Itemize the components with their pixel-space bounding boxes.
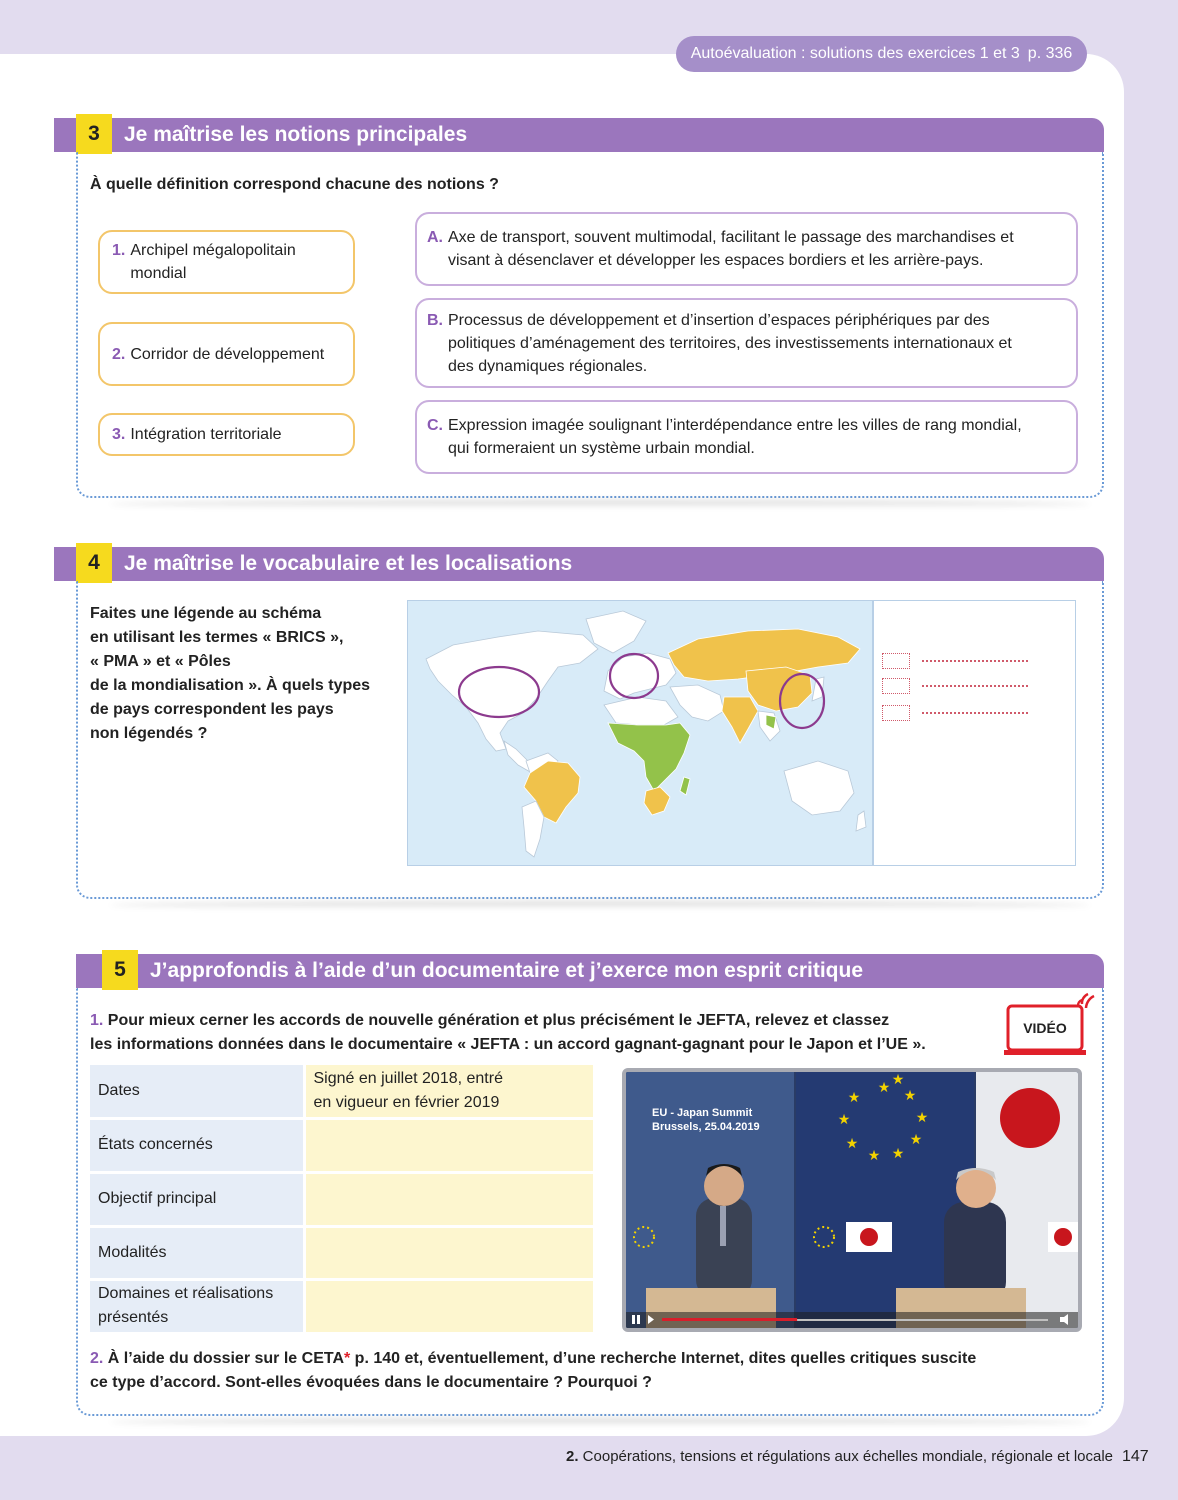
legend-answer-line-2	[922, 685, 1028, 687]
definition-b-letter: B.	[427, 311, 443, 329]
autoevaluation-label: Autoévaluation : solutions des exercices 1 et 3	[690, 45, 1020, 62]
row-label-domaines	[90, 1279, 304, 1333]
exercise-4-instruction	[90, 602, 370, 746]
legend-row-1[interactable]	[882, 653, 1028, 669]
definition-a-line-1: Axe de transport, souvent multimodal, facilitant le passage des marchandises et	[448, 229, 1014, 246]
definition-b-line-3: des dynamiques régionales.	[448, 357, 648, 375]
svg-text:★: ★	[845, 1135, 859, 1151]
notion-3-number: 3.	[112, 426, 126, 443]
japan-flag-circle	[1000, 1088, 1060, 1148]
row-value-etats[interactable]	[304, 1118, 593, 1172]
exercise-4-header	[54, 547, 1104, 581]
row-label-modalites: Modalités	[90, 1226, 304, 1279]
definition-a-line-2: visant à désenclaver et développer les espaces bordiers et les arrière-pays.	[448, 252, 984, 269]
exercise-5-question-1	[90, 1009, 926, 1057]
table-row	[90, 1118, 593, 1172]
instruction-line-6: non légendés ?	[90, 725, 208, 742]
row-value-dates[interactable]	[304, 1065, 593, 1118]
map-legend-blank	[873, 600, 1076, 866]
footer-chapter-text: Coopérations, tensions et régulations aux échelles mondiale, régionale et locale	[578, 1448, 1114, 1465]
notion-2-number: 2.	[112, 345, 126, 363]
legend-answer-line-1	[922, 660, 1028, 662]
exercise-5-question-2	[90, 1347, 976, 1395]
legend-swatch-1	[882, 653, 910, 669]
video-progress-fill	[662, 1318, 797, 1321]
exercise-3-shadow	[110, 500, 1090, 508]
svg-text:★: ★	[847, 1089, 861, 1105]
q2-line-1a: À l’aide du dossier sur le CETA	[107, 1350, 344, 1367]
row-value-modalites[interactable]	[304, 1226, 593, 1279]
jefta-table	[90, 1065, 593, 1335]
domaines-label-line-2: présentés	[98, 1309, 169, 1326]
svg-text:★: ★	[915, 1109, 929, 1125]
video-caption-line-1: EU - Japan Summit	[652, 1107, 753, 1119]
notion-1[interactable]	[98, 230, 355, 294]
svg-text:★: ★	[837, 1111, 851, 1127]
page-number: 147	[1122, 1448, 1149, 1465]
definition-c-line-2: qui formeraient un système urbain mondial.	[448, 440, 755, 457]
exercise-5-shadow	[110, 1418, 1090, 1426]
instruction-line-1: Faites une légende au schéma	[90, 605, 322, 622]
land-australia	[784, 761, 854, 815]
row-value-domaines[interactable]	[304, 1279, 593, 1333]
dates-value-line-1: Signé en juillet 2018, entré	[313, 1069, 503, 1087]
instruction-line-3: « PMA » et « Pôles	[90, 653, 231, 670]
exercise-3-header	[54, 118, 1104, 152]
legend-answer-line-3	[922, 712, 1028, 714]
legend-swatch-2	[882, 678, 910, 694]
notion-1-number: 1.	[112, 242, 126, 259]
definition-a-letter: A.	[427, 229, 443, 246]
definition-c-letter: C.	[427, 417, 443, 434]
definition-b-line-2: politiques d’aménagement des territoires, des investissements internationaux et	[448, 334, 1012, 352]
svg-text:★: ★	[867, 1147, 881, 1163]
land-europe	[604, 653, 676, 699]
footer-chapter	[566, 1448, 1113, 1465]
pma-africa	[608, 723, 690, 791]
legend-row-2[interactable]	[882, 678, 1028, 694]
svg-text:★: ★	[891, 1145, 905, 1161]
brics-south-africa	[644, 787, 670, 815]
notion-2[interactable]	[98, 322, 355, 386]
video-caption-line-2: Brussels, 25.04.2019	[652, 1121, 760, 1133]
video-icon[interactable]	[1002, 990, 1096, 1060]
notion-2-label: Corridor de développement	[130, 345, 325, 363]
exercise-3-number: 3	[76, 114, 112, 154]
exercise-3-question: À quelle définition correspond chacune des notions ?	[90, 176, 499, 193]
svg-text:★: ★	[891, 1072, 905, 1087]
instruction-line-4: de la mondialisation ». À quels types	[90, 677, 371, 694]
exercise-5-header	[76, 954, 1104, 988]
brics-india	[722, 697, 758, 743]
exercise-4-number: 4	[76, 543, 112, 583]
row-label-etats: États concernés	[90, 1118, 304, 1172]
legend-swatch-3	[882, 705, 910, 721]
q1-line-2: les informations données dans le documentaire « JEFTA : un accord gagnant-gagnant pour le Japon et l’UE ».	[90, 1036, 926, 1053]
video-caption	[652, 1106, 760, 1134]
world-map-schema	[407, 600, 873, 866]
definition-c-line-1: Expression imagée soulignant l’interdépendance entre les villes de rang mondial,	[448, 417, 1022, 434]
legend-row-3[interactable]	[882, 705, 1028, 721]
definition-b[interactable]	[415, 298, 1078, 388]
speaker-left	[696, 1164, 752, 1298]
exercise-3-title: Je maîtrise les notions principales	[124, 123, 468, 146]
svg-text:★: ★	[877, 1079, 891, 1095]
notion-3[interactable]	[98, 413, 355, 456]
definition-c[interactable]	[415, 400, 1078, 474]
row-label-objectif: Objectif principal	[90, 1172, 304, 1226]
autoevaluation-badge[interactable]	[676, 36, 1087, 72]
q2-number: 2.	[90, 1350, 104, 1367]
autoevaluation-page: p. 336	[1027, 45, 1073, 62]
exercise-5-title: J’approfondis à l’aide d’un documentaire et j’exerce mon esprit critique	[150, 959, 864, 982]
notion-1-line-2: mondial	[130, 265, 187, 282]
table-row	[90, 1172, 593, 1226]
exercise-4-shadow	[110, 901, 1090, 909]
exercise-5-number: 5	[102, 950, 138, 990]
q2-star: *	[344, 1350, 351, 1367]
land-new-zealand	[856, 811, 866, 831]
svg-text:★: ★	[909, 1131, 923, 1147]
svg-text:★: ★	[903, 1087, 917, 1103]
table-row	[90, 1065, 593, 1118]
definition-a[interactable]	[415, 212, 1078, 286]
land-north-africa	[604, 697, 678, 725]
q1-line-1: Pour mieux cerner les accords de nouvelle génération et plus précisément le JEFTA, relevez et classez	[107, 1012, 890, 1029]
row-label-dates: Dates	[90, 1065, 304, 1118]
exercise-4-title: Je maîtrise le vocabulaire et les localisations	[124, 552, 573, 575]
land-north-america	[426, 631, 598, 751]
table-row	[90, 1226, 593, 1279]
notion-1-line-1: Archipel mégalopolitain	[130, 242, 296, 259]
pma-madagascar	[680, 777, 690, 795]
instruction-line-5: de pays correspondent les pays	[90, 701, 334, 718]
q2-line-2: ce type d’accord. Sont-elles évoquées dans le documentaire ? Pourquoi ?	[90, 1374, 652, 1391]
video-label: VIDÉO	[1023, 1020, 1067, 1036]
domaines-label-line-1: Domaines et réalisations	[98, 1285, 274, 1302]
notion-3-label: Intégration territoriale	[130, 426, 282, 443]
q2-line-1b: p. 140 et, éventuellement, d’une recherche Internet, dites quelles critiques suscite	[350, 1350, 977, 1367]
instruction-line-2: en utilisant les termes « BRICS »,	[90, 629, 344, 646]
q1-number: 1.	[90, 1012, 104, 1029]
definition-b-line-1: Processus de développement et d’insertion d’espaces périphériques par des	[448, 311, 990, 329]
row-value-objectif[interactable]	[304, 1172, 593, 1226]
table-row	[90, 1279, 593, 1333]
land-middle-east	[670, 685, 724, 721]
documentary-video-player[interactable]	[622, 1068, 1082, 1332]
footer-chapter-number: 2.	[566, 1448, 579, 1465]
dates-value-line-2: en vigueur en février 2019	[313, 1093, 500, 1111]
